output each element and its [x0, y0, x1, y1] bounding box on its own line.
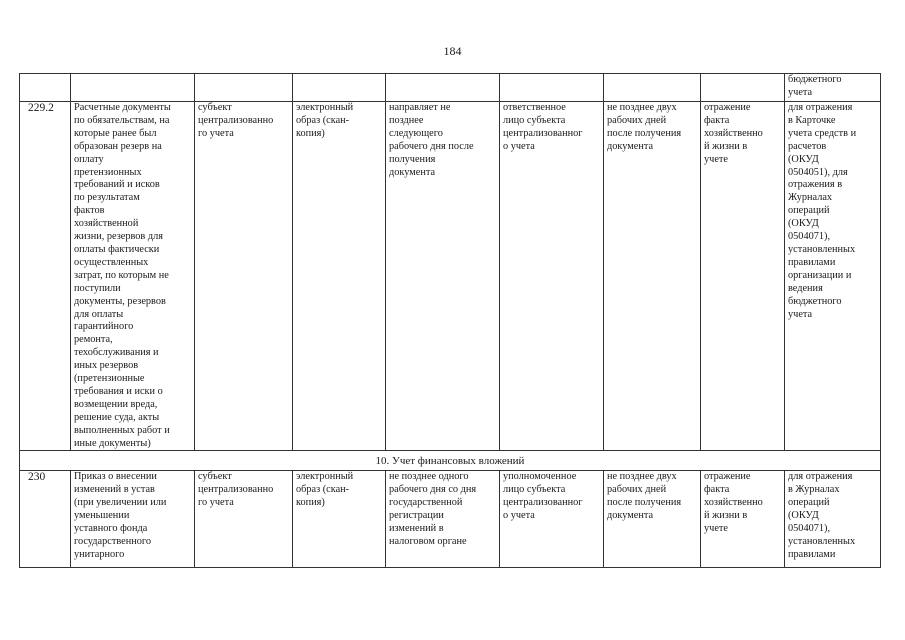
cell-note: бюджетного учета — [785, 74, 881, 102]
section-title: 10. Учет финансовых вложений — [20, 451, 881, 471]
table-row-230 — [20, 471, 881, 568]
processing-deadline: не позднее двух рабочих дней после получения документа — [604, 471, 701, 568]
document-table — [19, 73, 881, 568]
cell-action — [386, 74, 500, 102]
cell-deadline — [604, 74, 701, 102]
responsible-person: ответственное лицо субъекта централизованног о учета — [500, 102, 604, 451]
page-number: 184 — [443, 44, 462, 58]
cell-responsible — [500, 74, 604, 102]
document-creator: субъект централизованно го учета — [195, 471, 293, 568]
section-header-row — [20, 451, 881, 471]
transfer-action: направляет не позднее следующего рабочего дня после получения документа — [386, 102, 500, 451]
row-number: 230 — [20, 471, 71, 568]
document-format: электронный образ (скан- копия) — [293, 102, 386, 451]
cell-purpose — [701, 74, 785, 102]
processing-deadline: не позднее двух рабочих дней после получения документа — [604, 102, 701, 451]
continuation-row — [20, 74, 881, 102]
document-purpose: отражение факта хозяйственно й жизни в учете — [701, 102, 785, 451]
transfer-action: не позднее одного рабочего дня со дня государственной регистрации изменений в налоговом органе — [386, 471, 500, 568]
table-row-229-2 — [20, 102, 881, 451]
cell-creator — [195, 74, 293, 102]
cell-num — [20, 74, 71, 102]
document-name: Расчетные документы по обязательствам, на которые ранее был образован резерв на оплату претензионных требований и исков по результатам фактов хозяйственной жизни, резервов для оплаты фактически осуществленных затрат, по которым не поступили документы, резервов для оплаты гарантийного ремонта, техобслуживания и иных резервов (претензионные требования и иски о возмещении вреда, решение суда, акты выполненных работ и иные документы) — [71, 102, 195, 451]
document-format: электронный образ (скан- копия) — [293, 471, 386, 568]
cell-format — [293, 74, 386, 102]
document-note: для отражения в Журналах операций (ОКУД 0504071), установленных правилами — [785, 471, 881, 568]
row-number: 229.2 — [20, 102, 71, 451]
document-note: для отражения в Карточке учета средств и расчетов (ОКУД 0504051), для отражения в Журналах операций (ОКУД 0504071), установленных правилами организации и ведения бюджетного учета — [785, 102, 881, 451]
document-creator: субъект централизованно го учета — [195, 102, 293, 451]
responsible-person: уполномоченное лицо субъекта централизованног о учета — [500, 471, 604, 568]
document-name: Приказ о внесении изменений в устав (при увеличении или уменьшении уставного фонда государственного унитарного — [71, 471, 195, 568]
cell-document — [71, 74, 195, 102]
document-purpose: отражение факта хозяйственно й жизни в учете — [701, 471, 785, 568]
